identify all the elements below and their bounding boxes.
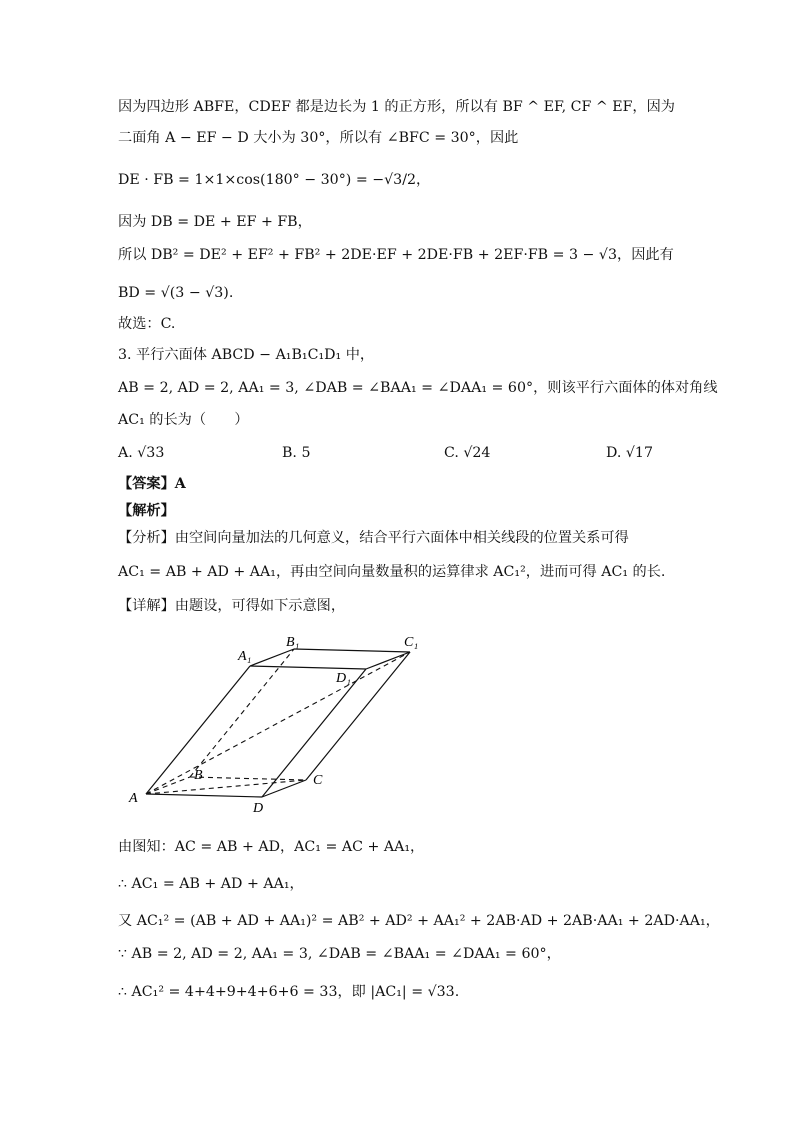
solution-line-3: 又 AC₁² = (AB + AD + AA₁)² = AB² + AD² + AA₁² + 2AB·AD + 2AB·AA₁ + 2AD·AA₁， — [118, 913, 720, 929]
option-a: A. √33 — [118, 445, 165, 461]
question-3-condition: AB = 2, AD = 2, AA₁ = 3, ∠DAB = ∠BAA₁ = ∠DAA₁ = 60°，则该平行六面体的体对角线 — [118, 380, 718, 396]
answer-line: 【答案】A — [118, 476, 186, 492]
question-3-title: 3. 平行六面体 ABCD − A₁B₁C₁D₁ 中， — [118, 347, 375, 363]
label-b1: B₁ — [286, 635, 300, 650]
solution-line-2: ∴ AC₁ = AB + AD + AA₁， — [118, 876, 304, 892]
line-3: DE · FB = 1×1×cos(180° − 30°) = −√3/2， — [118, 172, 431, 188]
line-1: 因为四边形 ABFE，CDEF 都是边长为 1 的正方形，所以有 BF ^ EF, CF ^ EF，因为 — [118, 99, 675, 115]
line-2: 二面角 A − EF − D 大小为 30°，所以有 ∠BFC = 30°，因此 — [118, 130, 519, 146]
analysis-line-1: 【分析】由空间向量加法的几何意义，结合平行六面体中相关线段的位置关系可得 — [118, 530, 629, 546]
edge-a1-d1 — [250, 666, 366, 669]
solution-line-4: ∵ AB = 2, AD = 2, AA₁ = 3, ∠DAB = ∠BAA₁ = ∠DAA₁ = 60°， — [118, 946, 561, 962]
option-c: C. √24 — [444, 445, 491, 461]
label-a: A — [129, 791, 138, 806]
analysis-line-2: AC₁ = AB + AD + AA₁，再由空间向量数量积的运算律求 AC₁²，进而可得 AC₁ 的长. — [118, 564, 666, 580]
edge-a-d — [146, 794, 262, 797]
line-7: 故选：C. — [118, 316, 176, 332]
line-6: BD = √(3 − √3). — [118, 285, 234, 301]
diagonal-a-c1-hidden — [146, 652, 410, 794]
option-d: D. √17 — [606, 445, 653, 461]
solution-line-5: ∴ AC₁² = 4+4+9+4+6+6 = 33，即 |AC₁| = √33. — [118, 984, 460, 1000]
edge-b1-c1 — [294, 649, 410, 652]
label-c: C — [313, 773, 323, 788]
label-a1: A₁ — [238, 649, 252, 664]
label-c1: C₁ — [404, 635, 419, 650]
parallelepiped-figure — [122, 632, 432, 817]
option-b: B. 5 — [282, 445, 311, 461]
line-5: 所以 DB² = DE² + EF² + FB² + 2DE·EF + 2DE·FB + 2EF·FB = 3 − √3，因此有 — [118, 247, 674, 263]
label-d1: D₁ — [336, 671, 351, 686]
edge-c-c1 — [306, 652, 410, 780]
edge-b-c-hidden — [190, 777, 306, 780]
solution-line-1: 由图知：AC = AB + AD，AC₁ = AC + AA₁， — [118, 839, 425, 855]
edge-b-b1-hidden — [190, 649, 294, 777]
question-3-ask: AC₁ 的长为（ ） — [118, 412, 249, 428]
line-4: 因为 DB = DE + EF + FB， — [118, 214, 312, 230]
analysis-heading: 【解析】 — [118, 503, 175, 519]
detail-intro: 【详解】由题设，可得如下示意图， — [118, 598, 346, 614]
label-b: B — [194, 768, 203, 783]
diagonal-a-c-hidden — [146, 780, 306, 794]
label-d: D — [253, 801, 264, 816]
